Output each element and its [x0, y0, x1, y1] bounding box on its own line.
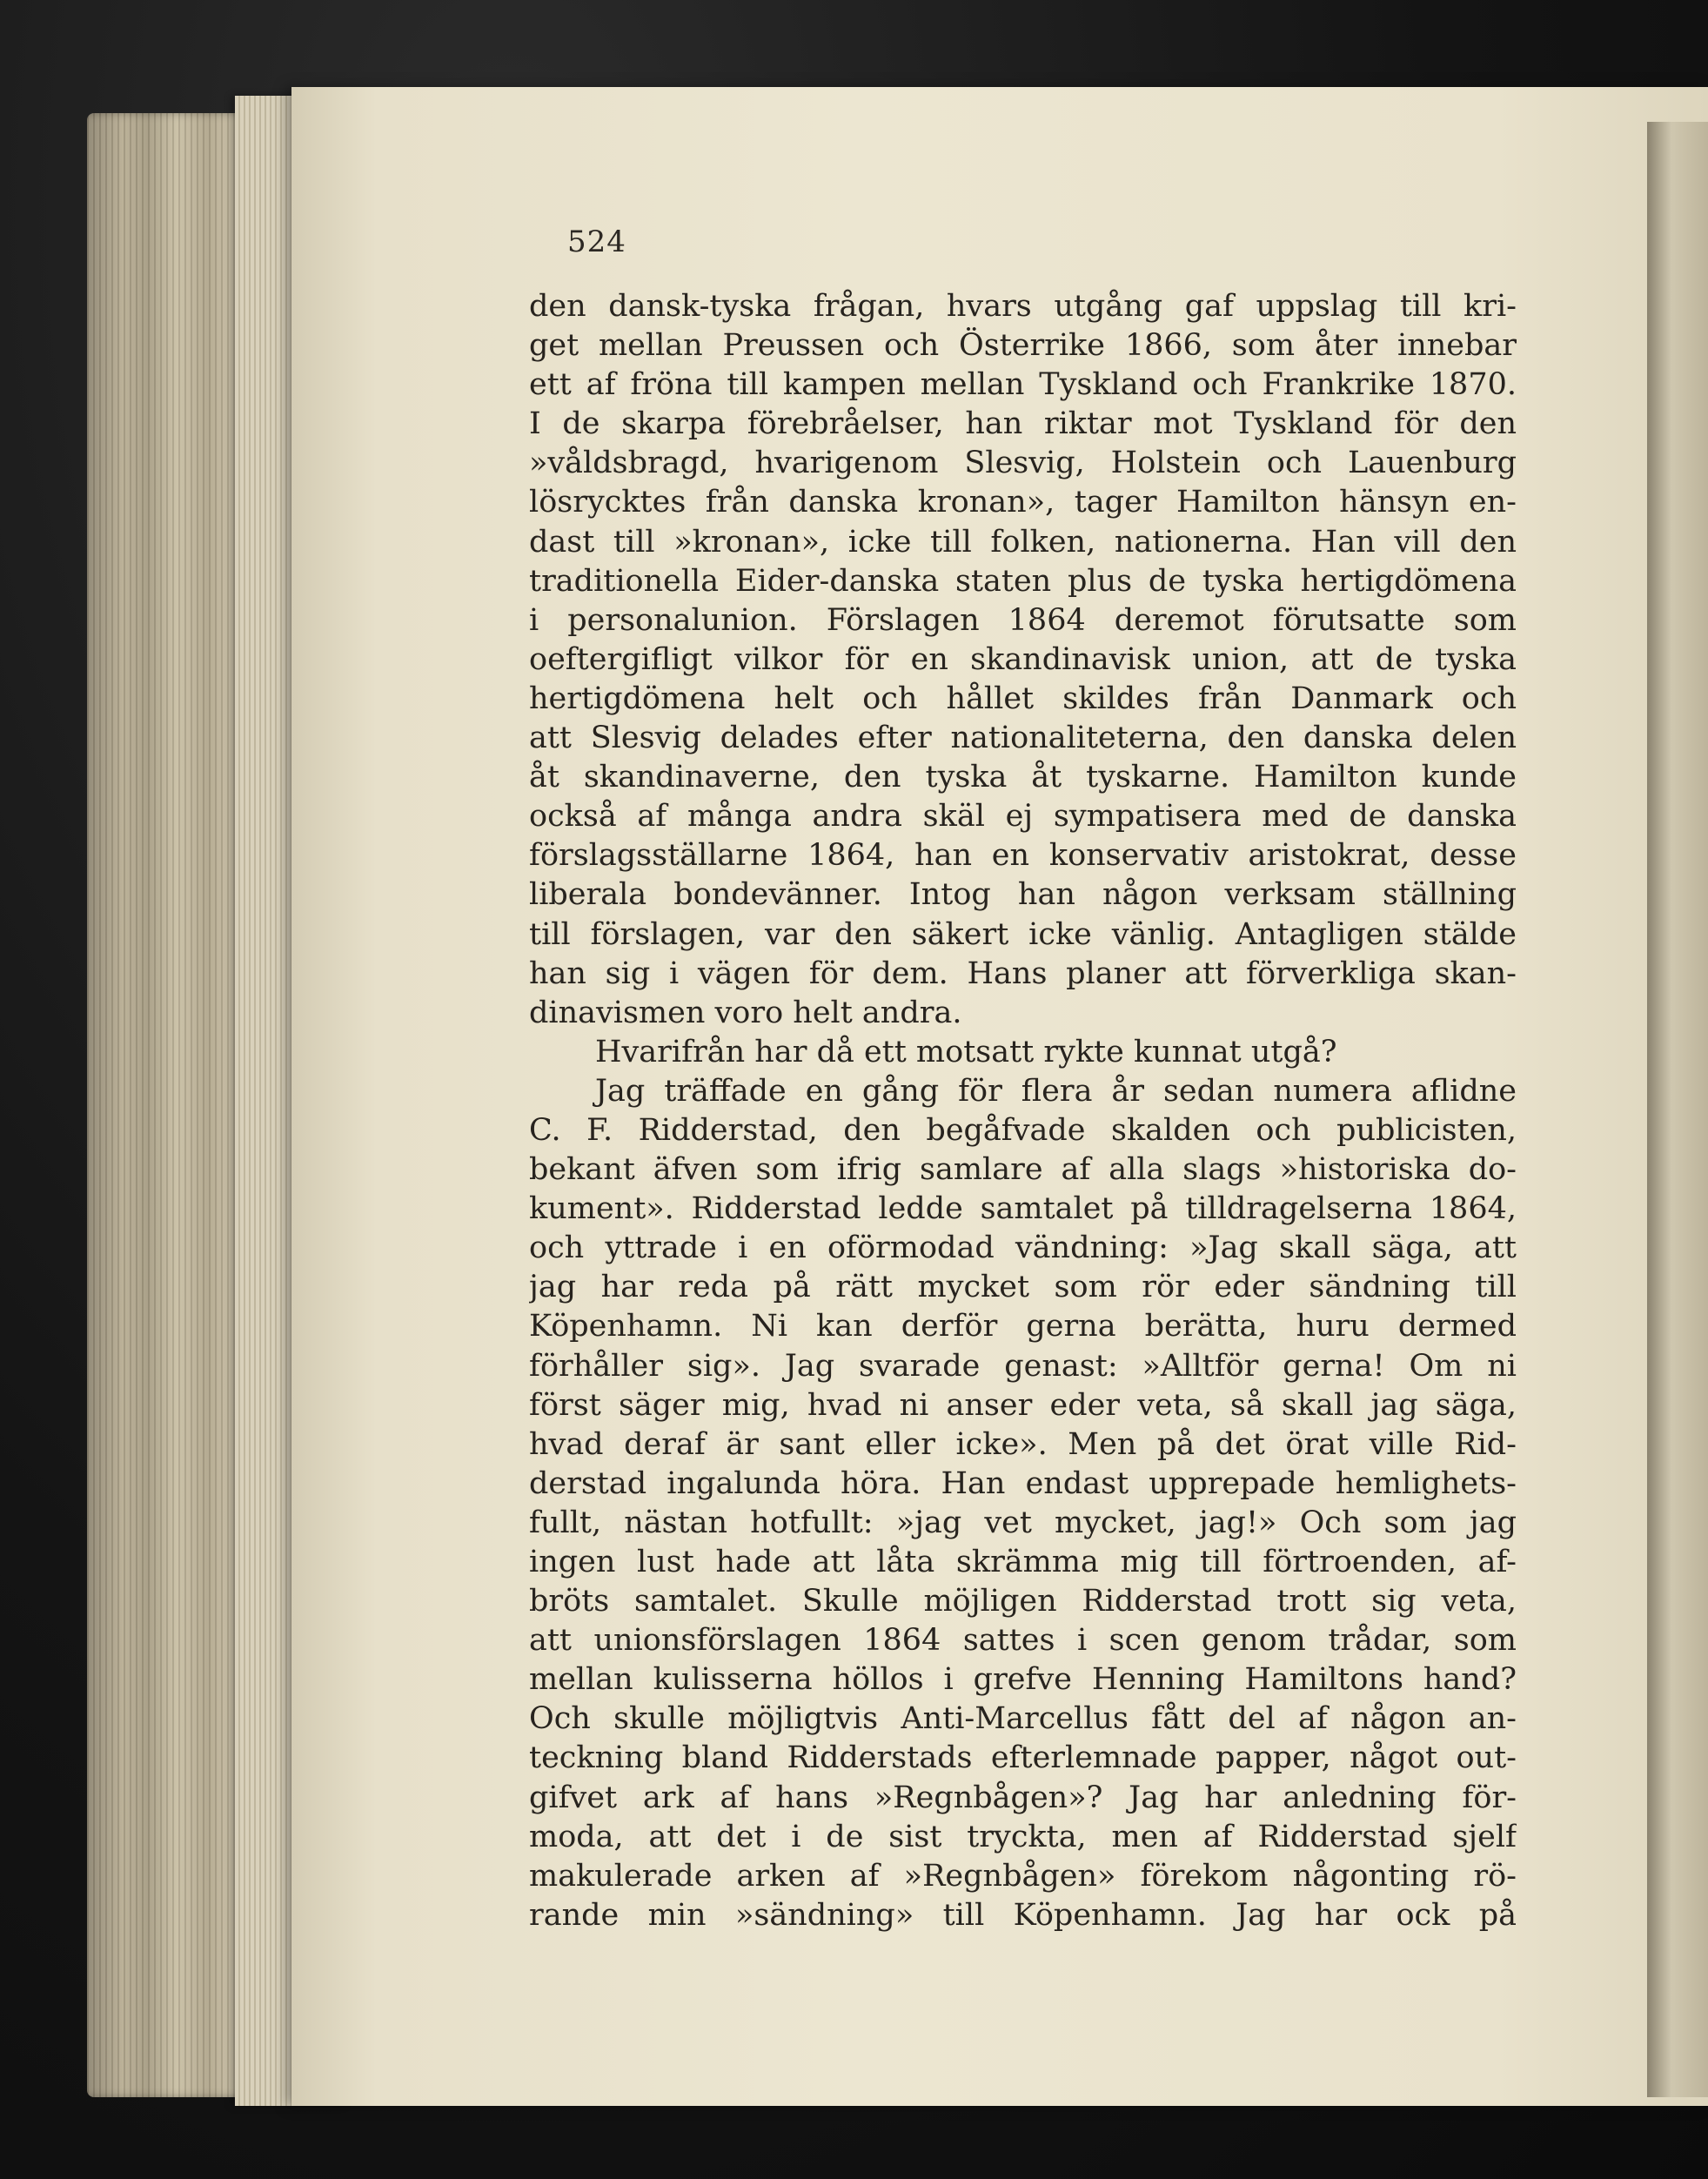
text-line: Hvarifrån har då ett motsatt rykte kunnat utgå? [595, 1034, 1337, 1069]
text-line: förhåller sig». Jag svarade genast: »Alltför gerna! Om ni [529, 1348, 1517, 1384]
text-line: att Slesvig delades efter nationaliteterna, den danska delen [529, 721, 1517, 756]
text-line: derstad ingalunda höra. Han endast upprepade hemlighets- [529, 1465, 1517, 1501]
text-line: traditionella Eider-danska staten plus de tyska hertigdömena [529, 563, 1517, 599]
text-line: åt skandinaverne, den tyska åt tyskarne. Hamilton kunde [529, 760, 1517, 795]
text-line: bröts samtalet. Skulle möjligen Ridderstad trott sig veta, [529, 1584, 1517, 1619]
text-line: också af många andra skäl ej sympatisera med de danska [529, 799, 1517, 835]
text-line: hvad deraf är sant eller icke». Men på det örat ville Rid- [529, 1426, 1517, 1462]
text-line: makulerade arken af »Regnbågen» förekom någonting rö- [529, 1858, 1517, 1894]
text-line: Jag träffade en gång för flera år sedan numera aflidne [595, 1073, 1517, 1109]
text-line: jag har reda på rätt mycket som rör eder sändning till [529, 1270, 1517, 1305]
text-line: Köpenhamn. Ni kan derför gerna berätta, huru dermed [529, 1309, 1517, 1344]
text-line: Och skulle möjligtvis Anti-Marcellus fått del af någon an- [529, 1701, 1517, 1737]
text-line: han sig i vägen för dem. Hans planer att förverkliga skan- [529, 955, 1517, 991]
text-line: bekant äfven som ifrig samlare af alla slags »historiska do- [529, 1152, 1517, 1188]
text-line: till förslagen, var den säkert icke vänlig. Antagligen stälde [529, 916, 1517, 952]
text-line: i personalunion. Förslagen 1864 deremot förutsatte som [529, 602, 1517, 638]
page-number: 524 [567, 225, 626, 259]
text-line: dinavismen voro helt andra. [529, 995, 962, 1030]
text-line: oeftergifligt vilkor för en skandinavisk union, att de tyska [529, 641, 1517, 677]
text-line: den dansk-tyska frågan, hvars utgång gaf uppslag till kri- [529, 289, 1517, 324]
page-gutter-shadow [1647, 122, 1708, 2097]
text-line: get mellan Preussen och Österrike 1866, som åter innebar [529, 328, 1517, 364]
text-line: I de skarpa förebråelser, han riktar mot Tyskland för den [529, 406, 1517, 442]
text-line: lösrycktes från danska kronan», tager Hamilton hänsyn en- [529, 485, 1517, 520]
body-text [529, 287, 1517, 1935]
text-line: fullt, nästan hotfullt: »jag vet mycket, jag!» Och som jag [529, 1505, 1517, 1540]
text-line: att unionsförslagen 1864 sattes i scen genom trådar, som [529, 1623, 1517, 1659]
text-line: gifvet ark af hans »Regnbågen»? Jag har anledning för- [529, 1780, 1517, 1815]
text-line: kument». Ridderstad ledde samtalet på tilldragelserna 1864, [529, 1191, 1517, 1227]
text-line: hertigdömena helt och hållet skildes från Danmark och [529, 681, 1517, 716]
text-line: först säger mig, hvad ni anser eder veta, så skall jag säga, [529, 1387, 1517, 1423]
text-line: C. F. Ridderstad, den begåfvade skalden och publicisten, [529, 1112, 1517, 1148]
text-line: dast till »kronan», icke till folken, nationerna. Han vill den [529, 524, 1517, 560]
text-line: moda, att det i de sist tryckta, men af Ridderstad sjelf [529, 1819, 1517, 1854]
text-line: mellan kulisserna höllos i grefve Henning Hamiltons hand? [529, 1662, 1517, 1698]
text-line: och yttrade i en oförmodad vändning: »Jag skall säga, att [529, 1230, 1517, 1266]
text-line: ingen lust hade att låta skrämma mig till förtroenden, af- [529, 1545, 1517, 1579]
text-line: »våldsbragd, hvarigenom Slesvig, Holstein och Lauenburg [529, 446, 1517, 481]
text-line: förslagsställarne 1864, han en konservativ aristokrat, desse [529, 838, 1517, 874]
text-line: ett af fröna till kampen mellan Tyskland och Frankrike 1870. [529, 367, 1517, 403]
text-line: rande min »sändning» till Köpenhamn. Jag har ock på [529, 1897, 1517, 1933]
text-line: liberala bondevänner. Intog han någon verksam ställning [529, 877, 1517, 913]
text-line: teckning bland Ridderstads efterlemnade papper, något out- [529, 1740, 1517, 1776]
